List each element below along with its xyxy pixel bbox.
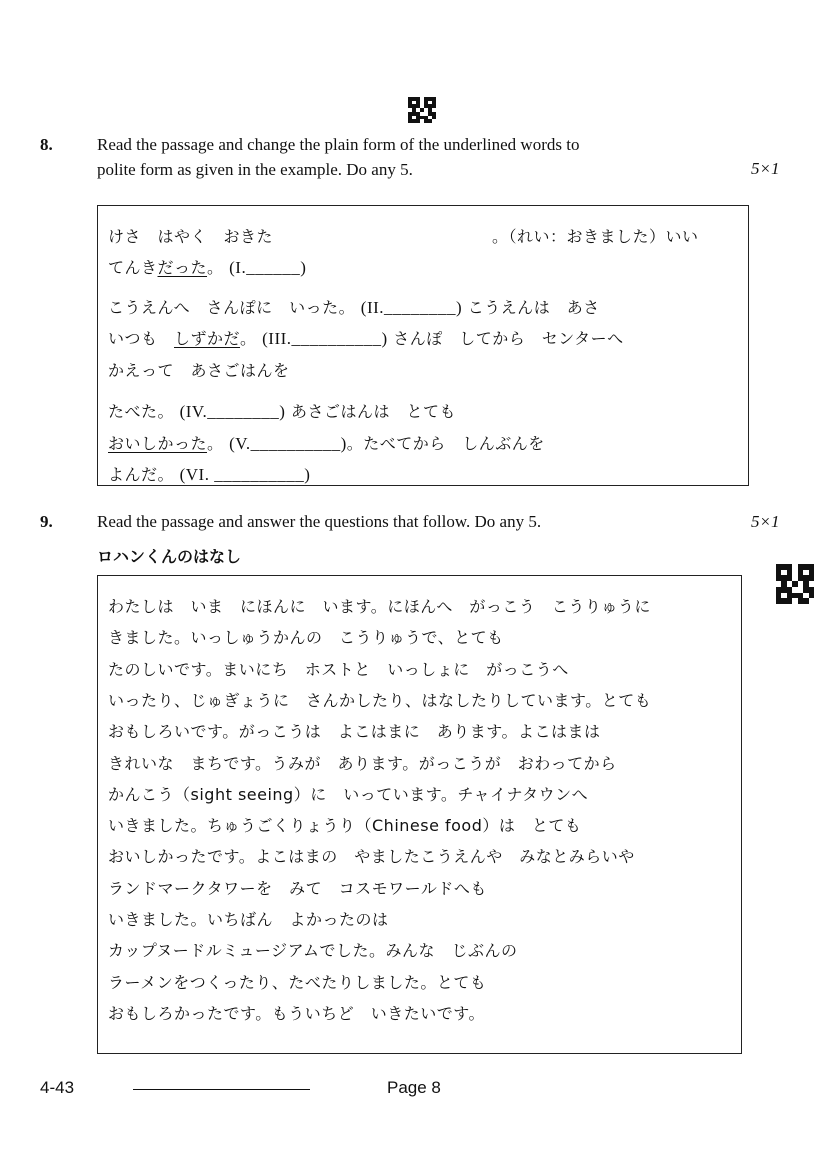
passage-line [108,431,545,454]
passage-text: 。 [207,258,224,277]
passage-line: いきました。いちばん よかったのは [108,910,389,929]
question-8-instruction [97,132,579,182]
passage-line: たのしいです。まいにち ホストと いっしょに がっこうへ [108,659,569,679]
answer-blank: (VI. __________) [179,465,311,484]
answer-blank: (V.__________) [229,434,347,453]
question-9-marks: 5×1 [751,512,780,531]
question-8-passage-box [97,205,749,486]
passage-line [108,462,310,485]
passage-line [108,255,306,278]
answer-blank: (IV.________) [179,402,286,421]
footer-divider [133,1089,310,1090]
passage-line: かえって あさごはんを [108,361,290,380]
qr-code-icon [776,564,814,604]
passage-line: ランドマークタワーを みて コスモワールドへも [108,878,487,898]
passage-text: たべた。 [108,402,175,421]
passage-text: 。（れい：おきました）いい [492,227,699,246]
passage-line: おもしろいです。がっこうは よこはまに あります。よこはまは [108,722,601,742]
passage-line: おいしかったです。よこはまの やましたこうえんや みなとみらいや [108,847,635,867]
question-8-instruction-line2: polite form as given in the example. Do any 5. [97,160,413,179]
passage-text: てんき [108,258,158,277]
passage-line: いったり、じゅぎょうに さんかしたり、はなしたりしています。とても [108,690,652,710]
question-9-number: 9. [40,512,53,531]
question-8-marks: 5×1 [751,159,780,178]
passage-line [108,326,624,349]
passage-text: 。 [240,329,257,348]
qr-code-icon [408,97,436,123]
passage-line: おもしろかったです。もういちど いきたいです。 [108,1003,485,1023]
answer-blank: (III.__________) [262,329,388,348]
paper-code: 4-43 [40,1078,75,1097]
passage-line [108,295,600,318]
passage-line: かんこう（sight seeing）に いっています。チャイナタウンへ [108,784,589,804]
page-number: Page 8 [387,1078,441,1097]
passage-line: いきました。ちゅうごくりょうり（Chinese food）は とても [108,816,582,836]
passage-text: あさごはんは とても [291,402,457,421]
passage-text: こうえんへ さんぽに いった。 [108,298,356,317]
passage-line: カップヌードルミュージアムでした。みんな じぶんの [108,941,518,961]
passage-text: 。 [207,434,224,453]
passage-text: さんぽ してから センターへ [393,329,624,348]
question-9-passage-box [97,575,742,1054]
underlined-word: おいしかった [108,434,208,453]
passage-title: ロハンくんのはなし [97,547,242,566]
passage-text: よんだ。 [108,465,175,484]
answer-blank: (I.______) [229,258,307,277]
passage-text: こうえんは あさ [467,298,600,317]
passage-text: 。たべてから しんぶんを [346,434,545,453]
underlined-word: だった [157,258,208,277]
passage-line [108,399,456,422]
passage-line: きました。いっしゅうかんの こうりゅうで、とても [108,628,504,648]
passage-line: わたしは いま にほんに います。にほんへ がっこう こうりゅうに [108,597,651,616]
underlined-word: しずかだ [174,329,241,348]
passage-line: ラーメンをつくったり、たべたりしました。とても [108,972,487,992]
answer-blank: (II.________) [360,298,463,317]
question-8-number: 8. [40,135,53,154]
passage-line: きれいな まちです。うみが あります。がっこうが おわってから [108,753,617,773]
passage-text: けさ はやく おきた [108,227,274,246]
passage-text: いつも [108,329,175,348]
passage-line [108,224,740,247]
question-9-instruction: Read the passage and answer the questions that follow. Do any 5. [97,512,542,531]
question-8-instruction-line1: Read the passage and change the plain form of the underlined words to [97,135,580,154]
